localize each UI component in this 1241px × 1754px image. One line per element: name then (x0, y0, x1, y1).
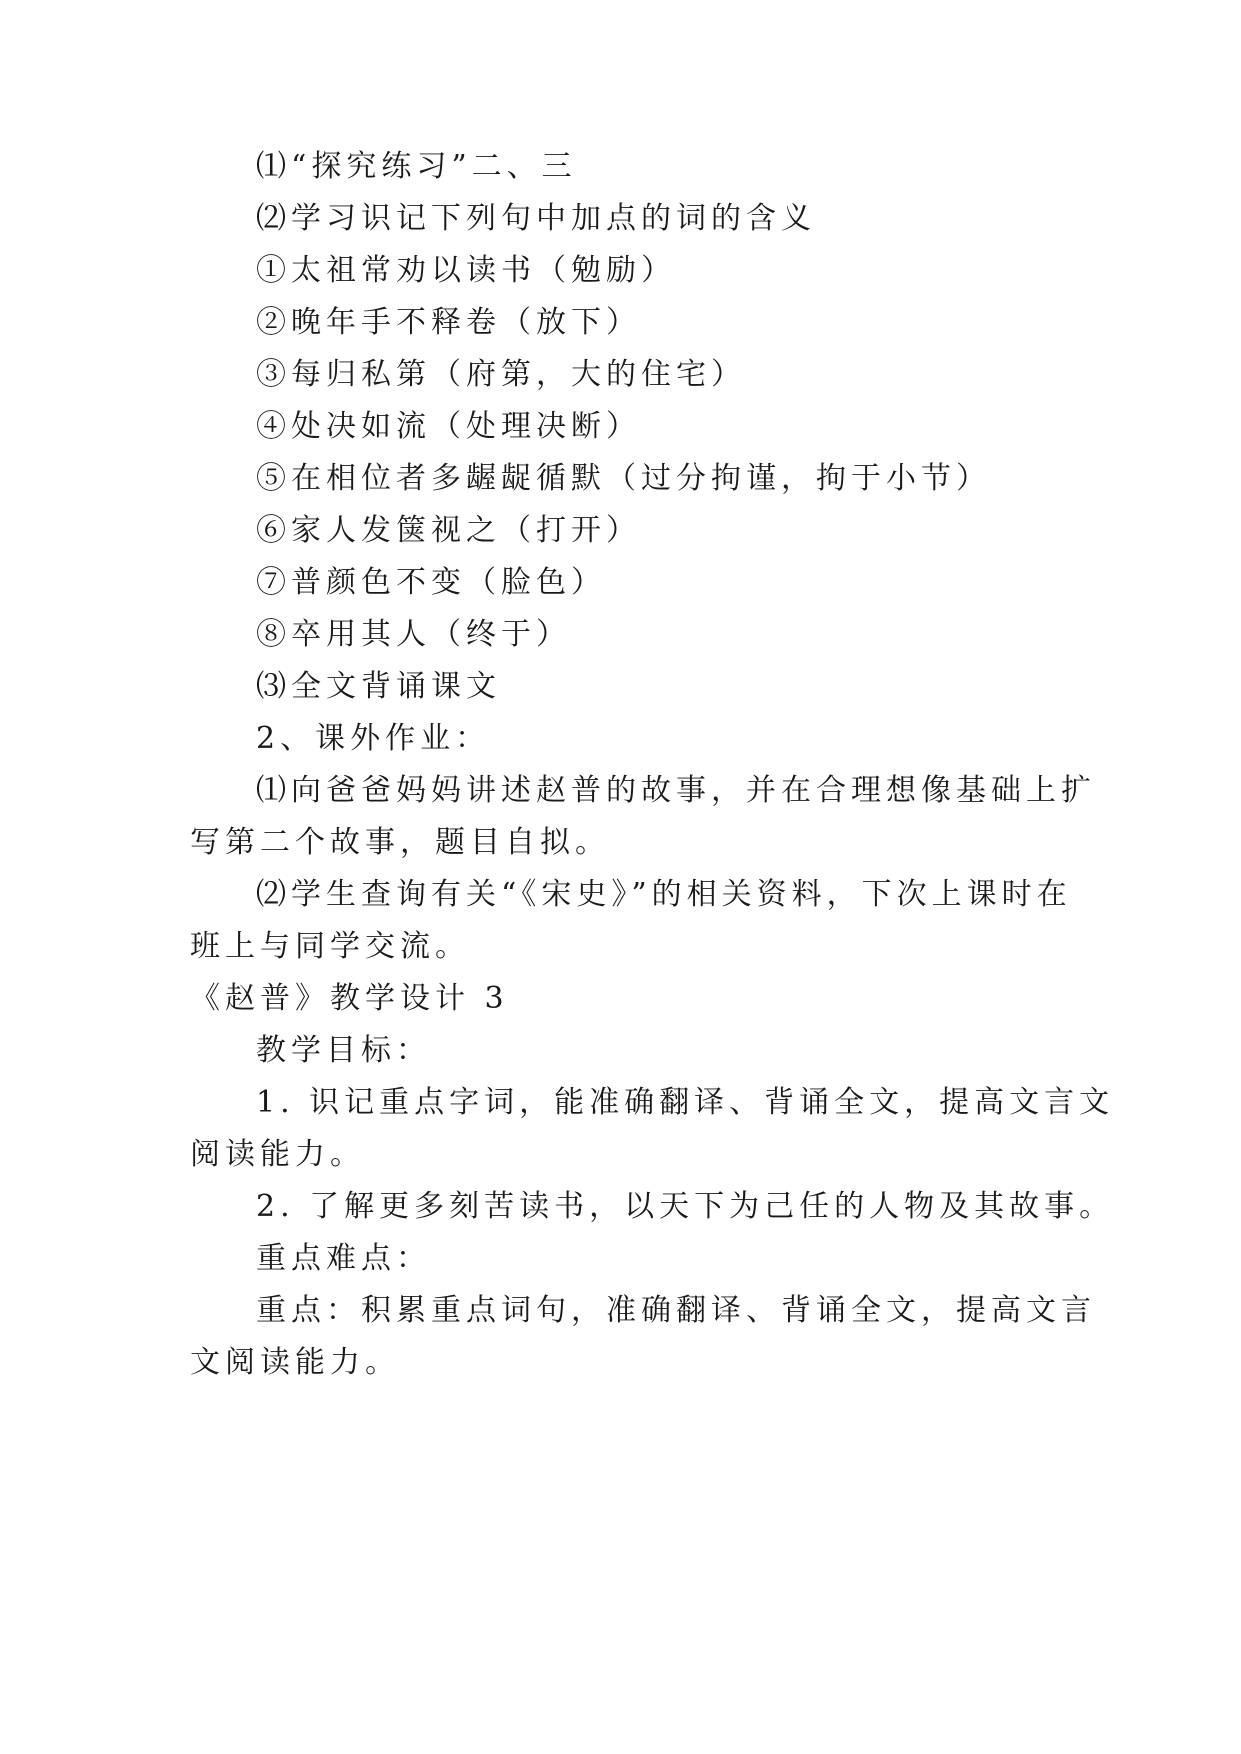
text-line: 文阅读能力。 (190, 1345, 400, 1380)
text-line: ②晚年手不释卷（放下） (256, 305, 641, 340)
section-heading: 2、课外作业： (256, 721, 491, 756)
text-line: ⑴向爸爸妈妈讲述赵普的故事，并在合理想像基础上扩 (256, 773, 1096, 808)
text-line: 班上与同学交流。 (190, 929, 470, 964)
text-line: 写第二个故事，题目自拟。 (190, 825, 610, 860)
text-line: ⑦普颜色不变（脸色） (256, 565, 606, 600)
text-line: ⑵学习识记下列句中加点的词的含义 (256, 201, 816, 236)
text-line: 2. 了解更多刻苦读书，以天下为己任的人物及其故事。 (256, 1189, 1115, 1224)
text-line: ③每归私第（府第，大的住宅） (256, 357, 746, 392)
text-line: ①太祖常劝以读书（勉励） (256, 253, 676, 288)
text-line: ④处决如流（处理决断） (256, 409, 641, 444)
text-line: ⑤在相位者多龌龊循默（过分拘谨，拘于小节） (256, 461, 991, 496)
text-line: ⑧卒用其人（终于） (256, 617, 571, 652)
text-line: ⑴“探究练习”二、三 (256, 149, 577, 184)
document-title: 《赵普》教学设计 3 (190, 981, 509, 1016)
section-heading: 教学目标： (256, 1033, 431, 1068)
text-line: 阅读能力。 (190, 1137, 365, 1172)
text-line: ⑶全文背诵课文 (256, 669, 501, 704)
text-line: 1. 识记重点字词，能准确翻译、背诵全文，提高文言文 (256, 1085, 1115, 1120)
section-heading: 重点难点： (256, 1241, 431, 1276)
text-line: 重点：积累重点词句，准确翻译、背诵全文，提高文言 (256, 1293, 1096, 1328)
text-line: ⑥家人发箧视之（打开） (256, 513, 641, 548)
text-line: ⑵学生查询有关“《宋史》”的相关资料，下次上课时在 (256, 877, 1072, 912)
